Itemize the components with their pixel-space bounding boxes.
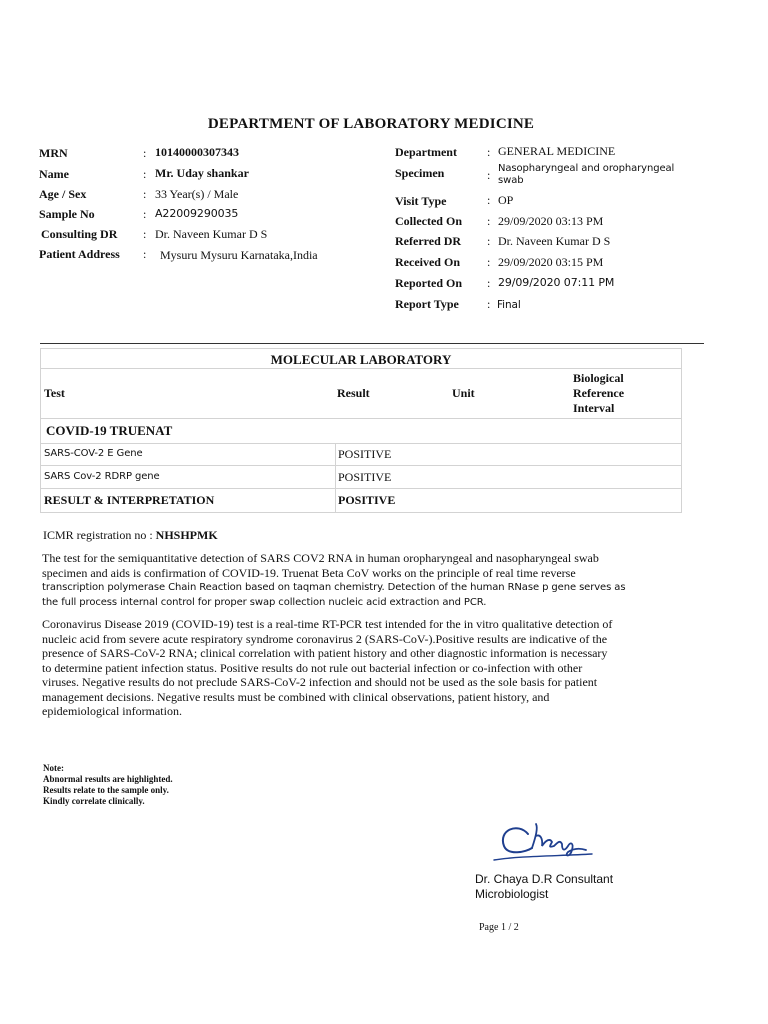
icmr-value: NHSHPMK: [155, 528, 218, 542]
result-row-test: RESULT & INTERPRETATION: [44, 493, 215, 507]
name-label: Name: [39, 167, 69, 181]
paragraph-line: to determine patient infection status. Positive results do not rule out bacterial infection or co-infection with other: [42, 660, 583, 675]
column-header-reference-line3: Interval: [573, 401, 615, 415]
mrn-label: MRN: [39, 146, 68, 160]
visit-type-value: OP: [498, 193, 514, 207]
test-group-label: COVID-19 TRUENAT: [46, 423, 173, 438]
column-header-reference: [573, 371, 624, 416]
paragraph-line: management decisions. Negative results must be combined with clinical observations, patient history, and: [42, 689, 550, 704]
paragraph-line: Coronavirus Disease 2019 (COVID-19) test is a real-time RT-PCR test intended for the in vitro qualitative detection of: [42, 617, 613, 631]
column-header-reference-line2: Reference: [573, 386, 625, 400]
column-header-reference-line1: Biological: [573, 371, 624, 385]
sample-no-value: A22009290035: [155, 207, 239, 220]
signatory: [475, 872, 613, 902]
name-value: Mr. Uday shankar: [155, 166, 249, 180]
icmr-label: ICMR registration no :: [43, 528, 156, 542]
paragraph-method: [42, 551, 682, 610]
divider: [41, 418, 681, 419]
note-line: Results relate to the sample only.: [43, 785, 169, 795]
referred-dr-value: Dr. Naveen Kumar D S: [498, 234, 611, 248]
note-line: Kindly correlate clinically.: [43, 796, 145, 806]
paragraph-line: transcription polymerase Chain Reaction based on taqman chemistry. Detection of the human RNase p gene serves as: [42, 582, 626, 593]
patient-address-value: Mysuru Mysuru Karnataka,India: [160, 248, 318, 262]
report-type-label: Report Type: [395, 297, 459, 311]
results-table: [40, 348, 682, 513]
signatory-title: Microbiologist: [475, 887, 549, 901]
consulting-dr-label: Consulting DR: [41, 227, 118, 241]
patient-address-label: Patient Address: [39, 247, 120, 261]
icmr-registration: [43, 528, 218, 543]
specimen-value: Nasopharyngeal and oropharyngeal: [498, 163, 675, 174]
specimen-value-cont: swab: [498, 175, 524, 186]
colon: :: [487, 145, 491, 159]
collected-on-label: Collected On: [395, 214, 462, 228]
divider: [41, 465, 681, 466]
mrn-value: 10140000307343: [155, 145, 239, 159]
column-header-result: Result: [337, 386, 370, 400]
reported-on-label: Reported On: [395, 276, 462, 290]
result-row-value: POSITIVE: [338, 470, 392, 484]
result-row-value: POSITIVE: [338, 493, 396, 507]
paragraph-line: nucleic acid from severe acute respiratory syndrome coronavirus 2 (SARS-CoV-).Positive results are indicative of the: [42, 631, 608, 646]
department-label: Department: [395, 145, 457, 159]
consulting-dr-value: Dr. Naveen Kumar D S: [155, 227, 268, 241]
colon: :: [487, 234, 491, 248]
signature-image: [488, 812, 598, 872]
colon: :: [143, 207, 147, 221]
colon: :: [487, 168, 491, 182]
page-number: Page 1 / 2: [479, 922, 519, 933]
colon: :: [143, 146, 147, 160]
received-on-label: Received On: [395, 255, 460, 269]
colon: :: [487, 193, 491, 207]
note-block: [43, 763, 173, 807]
colon: :: [487, 214, 491, 228]
paragraph-line: specimen and aids is confirmation of COVID-19. Truenat Beta CoV works on the principle of real time reverse: [42, 565, 576, 580]
specimen-label: Specimen: [395, 166, 445, 180]
colon: :: [143, 187, 147, 201]
page-title: DEPARTMENT OF LABORATORY MEDICINE: [207, 116, 535, 132]
column-header-unit: Unit: [452, 386, 475, 400]
paragraph-line: epidemiological information.: [42, 704, 182, 718]
sample-no-label: Sample No: [39, 207, 95, 221]
age-sex-label: Age / Sex: [39, 187, 87, 201]
collected-on-value: 29/09/2020 03:13 PM: [498, 214, 604, 228]
column-header-test: Test: [44, 386, 65, 400]
divider: [41, 368, 681, 369]
result-row-value: POSITIVE: [338, 447, 392, 461]
header-divider: [40, 343, 704, 344]
report-type-value: Final: [497, 299, 521, 311]
age-sex-value: 33 Year(s) / Male: [155, 187, 239, 201]
visit-type-label: Visit Type: [395, 194, 447, 208]
paragraph-line: the full process internal control for proper swap collection nucleic acid extraction and PCR.: [42, 597, 487, 608]
result-row-test: SARS-COV-2 E Gene: [44, 448, 143, 459]
colon: :: [143, 227, 147, 241]
colon: :: [143, 247, 147, 261]
paragraph-line: The test for the semiquantitative detection of SARS COV2 RNA in human oropharyngeal and nasopharyngeal swab: [42, 551, 599, 565]
colon: :: [143, 167, 147, 181]
note-line: Note:: [43, 763, 64, 773]
note-line: Abnormal results are highlighted.: [43, 774, 173, 784]
divider: [41, 488, 681, 489]
signatory-name: Dr. Chaya D.R Consultant: [475, 872, 614, 886]
paragraph-interpretation: [42, 617, 682, 719]
received-on-value: 29/09/2020 03:15 PM: [498, 255, 604, 269]
colon: :: [487, 255, 491, 269]
paragraph-line: viruses. Negative results do not preclude SARS-CoV-2 infection and should not be used as the sole basis for patient: [42, 675, 598, 689]
colon: :: [487, 297, 491, 311]
department-value: GENERAL MEDICINE: [498, 144, 616, 158]
reported-on-value: 29/09/2020 07:11 PM: [498, 276, 615, 289]
section-title: MOLECULAR LABORATORY: [270, 352, 452, 367]
divider: [41, 443, 681, 444]
paragraph-line: presence of SARS-CoV-2 RNA; clinical correlation with patient history and other diagnostic information is necessary: [42, 646, 608, 660]
result-row-test: SARS Cov-2 RDRP gene: [44, 471, 160, 482]
colon: :: [487, 276, 491, 290]
referred-dr-label: Referred DR: [395, 234, 462, 248]
column-divider: [335, 443, 336, 512]
